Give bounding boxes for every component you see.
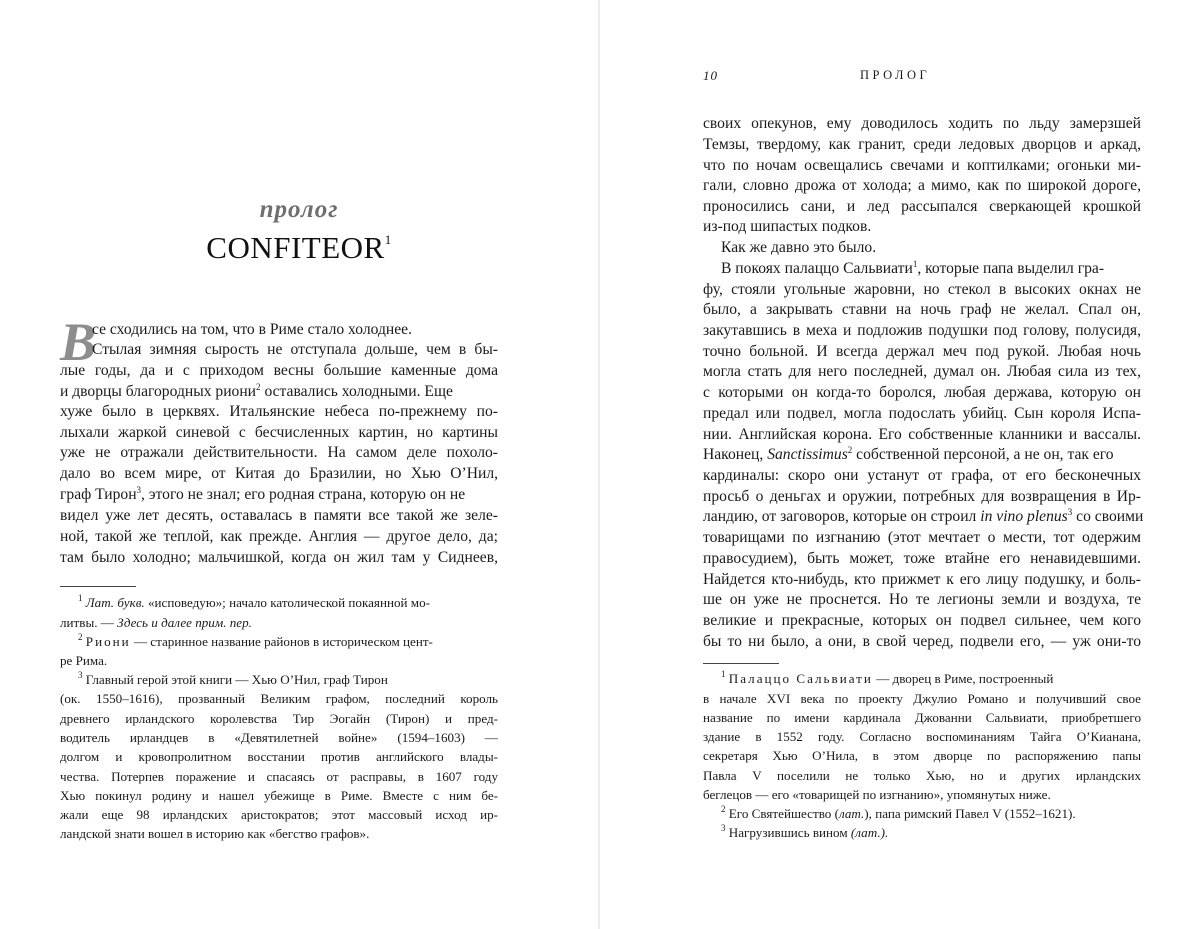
body-line: граф Тирон$^3$, этого не знал; его родная страна, которую он не — [60, 485, 466, 503]
footnote-line: Хью покинул родину и нашел убежище в Риме. Вместе с ним бе- — [60, 788, 498, 803]
footnote-line: $^1$ Лат. букв. «исповедую»; начало католической покаянной мо- — [78, 593, 430, 610]
body-line: видел уже лет десять, оставалась в памяти все такой же зеле- — [60, 507, 498, 524]
body-line: из-под шипастых подков. — [703, 218, 872, 235]
body-line: с которыми он когда-то боролся, любая держава, которую он — [703, 384, 1141, 401]
footnote-mark: 2 — [256, 382, 261, 392]
body-line: уже не отражали действительности. На самом деле похоло- — [60, 444, 498, 461]
chapter-kicker: пролог — [259, 196, 339, 223]
body-line: там было холодно; мальчишкой, когда он жил там у Сиднеев, — [60, 549, 498, 566]
body-line: что по ночам освещались свечами и коптилками; огоньки ми- — [703, 157, 1141, 174]
body-line: се сходились на том, что в Риме стало холоднее. — [92, 321, 412, 338]
footnote-line: беглецов — его «товарищей по изгнанию», упомянутых ниже. — [703, 787, 1051, 802]
footnote-mark: 1 — [912, 259, 918, 269]
footnote-line: Павла V поселили не только Хью, но и других ирландских — [703, 768, 1141, 783]
body-line: ландию, от заговоров, которые он строил in vino plenus$^3$ со своими — [703, 507, 1144, 525]
body-line: нии. Английская корона. Его собственные кланники и вассалы. — [703, 426, 1141, 443]
footnote-mark: 1 — [384, 232, 392, 247]
footnote-line: чества. Потерпев поражение и спасаясь от расправы, в 1607 году — [60, 769, 498, 784]
body-line: своих опекунов, ему доводилось ходить по льду замерзшей — [703, 115, 1141, 132]
body-line: бы то ни было, а они, в свой черед, подвели его, — уж они-то — [703, 633, 1141, 650]
chapter-title-text: CONFITEOR — [206, 230, 385, 265]
body-line: было, а закрывать ставни на ночь граф не желал. Спал он, — [703, 301, 1141, 318]
footnote-line: $^1$ Палаццо Сальвиати — дворец в Риме, построенный — [721, 669, 1054, 686]
footnote-mark: 3 — [136, 485, 142, 495]
footnote-line: ре Рима. — [60, 653, 108, 668]
chapter-title — [0, 230, 598, 266]
body-line: точно больной. И всегда держал меч под рукой. Любая ночь — [703, 343, 1141, 360]
body-line: Как же давно это было. — [721, 239, 877, 256]
footnote-line: (ок. 1550–1616), прозванный Великим графом, последний король — [60, 691, 498, 706]
footnote-mark: 3 — [1067, 507, 1073, 517]
footnote-line: ландской знати вошел в историю как «бегство графов». — [60, 826, 370, 841]
footnote-line: древнего ирландского королевства Тир Эогайн (Тирон) и пред- — [60, 711, 498, 726]
footnote-line: жали еще 98 ирландских аристократов; этот массовый исход ир- — [60, 807, 498, 822]
drop-cap: В — [60, 312, 97, 372]
running-head: ПРОЛОГ — [860, 68, 931, 82]
body-line: Стылая зимняя сырость не отступала дольше, чем в бы- — [92, 341, 498, 358]
footnote-line: здание в 1552 году. Согласно воспоминаниям Тайга О’Кианана, — [703, 729, 1141, 744]
body-line: закутавшись в меха и подложив подушки под голову, полусидя, — [703, 322, 1141, 339]
footnote-line: $^2$ Риони — старинное название районов в историческом цент- — [78, 632, 433, 649]
body-line: Темзы, твердому, как гранит, среди ледовых дворцов и аркад, — [703, 136, 1141, 153]
body-line: лыхали жаркой синевой с бесчисленных картин, но картины — [60, 424, 498, 441]
body-line: великие и прекрасные, которых он подвел сильнее, чем кого — [703, 612, 1141, 629]
body-line: фу, стояли угольные жаровни, но стекол в высоких окнах не — [703, 281, 1141, 298]
body-line: правосудием), быть может, тоже втайне его ненавидевшими. — [703, 550, 1141, 567]
footnote-line: литвы. — Здесь и далее прим. пер. — [60, 615, 252, 630]
body-line: дало во всем мире, от Китая до Бразилии, но Хью О’Нил, — [60, 465, 498, 482]
footnote-line: водитель ирландцев в «Девятилетней войне» (1594–1603) — — [60, 730, 498, 745]
body-line: Наконец, Sanctissimus$^2$ собственной персоной, а не он, так его — [703, 445, 1114, 463]
footnote-line: долгом и кровопролитном восстании против английского влады- — [60, 749, 498, 764]
body-line: хуже было в церквях. Итальянские небеса по-прежнему по- — [60, 403, 498, 420]
body-line: проносились сани, и лед рассыпался сверкающей крошкой — [703, 198, 1141, 215]
body-line: ной, такой же теплой, как прежде. Англия — другое дело, да; — [60, 528, 498, 545]
body-line: ше он уже не проснется. Но те легионы земли и воздуха, те — [703, 591, 1141, 608]
footnote-line: в начале XVI века по проекту Джулио Романо и получивший свое — [703, 691, 1141, 706]
footnote-line: название по имени кардинала Джованни Сальвиати, приобретшего — [703, 710, 1141, 725]
footnote-line: $^3$ Главный герой этой книги — Хью О’Нил, граф Тирон — [78, 670, 388, 687]
body-line: просьб о деньгах и оружии, потребных для возвращения в Ир- — [703, 488, 1141, 505]
body-line: и дворцы благородных риони$^2$ оставались холодными. Еще — [60, 382, 453, 400]
footnote-line: $^2$ Его Святейшество (лат.), папа римский Павел V (1552–1621). — [721, 804, 1076, 821]
footnote-separator — [60, 586, 136, 587]
body-line: товарищами по изгнанию (этот мечтает о мести, тот одержим — [703, 529, 1141, 546]
footnote-separator — [703, 663, 779, 664]
body-line: могла стать для него последней, думал он. Любая сила из тех, — [703, 363, 1141, 380]
footnote-line: секретаря Хью О’Нила, в этом дворце по распоряжению папы — [703, 748, 1141, 763]
body-line: Найдется кто-нибудь, кто прижмет к его лицу подушку, и боль- — [703, 571, 1141, 588]
footnote-line: $^3$ Нагрузившись вином (лат.). — [721, 823, 889, 840]
body-line: лые годы, да и с приходом весны большие каменные дома — [60, 362, 498, 379]
body-line: гали, словно дрожа от холода; а мимо, как по широкой дороге, — [703, 177, 1141, 194]
body-line: предал или подвел, могла подослать убийц. Сын короля Испа- — [703, 405, 1141, 422]
page-number: 10 — [703, 68, 718, 83]
body-line: В покоях палаццо Сальвиати$^1$, которые папа выделил гра- — [721, 259, 1105, 277]
footnote-mark: 2 — [847, 445, 853, 455]
body-line: кардиналы: скоро они устанут от графа, от его бесконечных — [703, 467, 1141, 484]
